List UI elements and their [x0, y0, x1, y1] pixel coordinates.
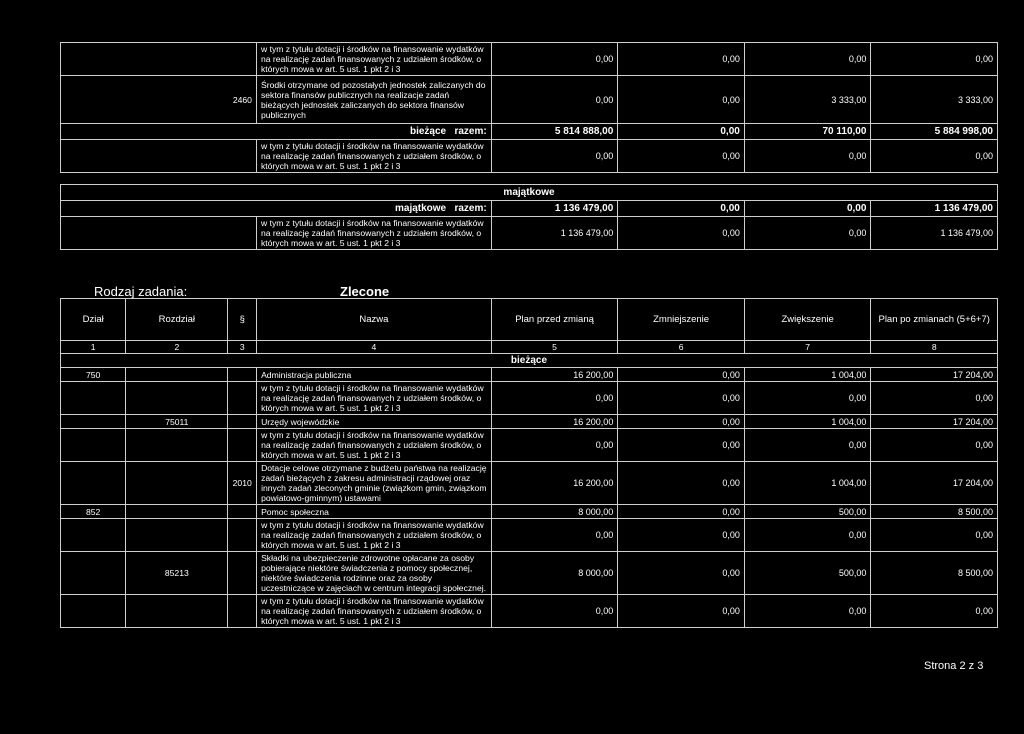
cell-value: 0,00: [871, 43, 998, 76]
sum-value: 1 136 479,00: [871, 201, 998, 217]
zwiekszenie-value: 1 004,00: [744, 415, 871, 429]
sum-value: 0,00: [744, 201, 871, 217]
nazwa-cell: Administracja publiczna: [257, 368, 492, 382]
rozdzial-cell: [126, 368, 228, 382]
cell-value: 3 333,00: [871, 76, 998, 124]
sum-row: [61, 124, 998, 140]
column-number: 2: [126, 341, 228, 354]
header-dzial: Dział: [61, 299, 126, 341]
sum-value: 5 814 888,00: [491, 124, 618, 140]
nazwa-cell: w tym z tytułu dotacji i środków na finansowanie wydatków na realizację zadań finansowanych z udziałem środków, o których mowa w art. 5 ust. 1 pkt 2 i 3: [257, 519, 492, 552]
column-number: 4: [257, 341, 492, 354]
sum-value: 70 110,00: [744, 124, 871, 140]
cell-value: 0,00: [871, 140, 998, 173]
table-row: [61, 368, 998, 382]
table-row: [61, 595, 998, 628]
table-row: [61, 462, 998, 505]
sum-label2: razem:: [454, 125, 487, 137]
cell-value: 0,00: [491, 76, 618, 124]
zwiekszenie-value: 0,00: [744, 429, 871, 462]
plan-po-value: 0,00: [871, 519, 998, 552]
rozdzial-cell: 85213: [126, 552, 228, 595]
header-paragraph: §: [228, 299, 257, 341]
header-zmniejszenie: Zmniejszenie: [618, 299, 745, 341]
paragraph-code: 2460: [61, 76, 257, 124]
paragraph-cell: [228, 552, 257, 595]
header-rozdzial: Rozdział: [126, 299, 228, 341]
zmniejszenie-value: 0,00: [618, 505, 745, 519]
nazwa-cell: Składki na ubezpieczenie zdrowotne opłacane za osoby pobierające niektóre świadczenia z pomocy społecznej, niektóre świadczenia rodzinne oraz za osoby uczestniczące w zajęciach w centrum integracji społecznej.: [257, 552, 492, 595]
section-header-row: [61, 185, 998, 201]
section-header: bieżące: [61, 354, 998, 368]
table-row: [61, 217, 998, 250]
header-plan-po: Plan po zmianach (5+6+7): [871, 299, 998, 341]
section-header: majątkowe: [61, 185, 998, 201]
zwiekszenie-value: 1 004,00: [744, 368, 871, 382]
dzial-cell: [61, 382, 126, 415]
nazwa-cell: w tym z tytułu dotacji i środków na finansowanie wydatków na realizację zadań finansowanych z udziałem środków, o których mowa w art. 5 ust. 1 pkt 2 i 3: [257, 595, 492, 628]
plan-po-value: 0,00: [871, 595, 998, 628]
header-nazwa: Nazwa: [257, 299, 492, 341]
cell-value: 0,00: [618, 217, 745, 250]
plan-value: 0,00: [491, 429, 618, 462]
sum-value: 0,00: [618, 201, 745, 217]
table-row: [61, 43, 998, 76]
sum-label2: razem:: [454, 202, 487, 214]
paragraph-cell: [228, 595, 257, 628]
sum-label: bieżące: [409, 125, 447, 137]
dzial-cell: [61, 415, 126, 429]
nazwa-cell: Pomoc społeczna: [257, 505, 492, 519]
cell-value: 0,00: [744, 43, 871, 76]
zwiekszenie-value: 0,00: [744, 382, 871, 415]
column-number-row: [61, 341, 998, 354]
plan-po-value: 0,00: [871, 382, 998, 415]
plan-po-value: 8 500,00: [871, 505, 998, 519]
dzial-cell: [61, 595, 126, 628]
cell-value: 0,00: [491, 43, 618, 76]
rozdzial-cell: 75011: [126, 415, 228, 429]
row-desc: w tym z tytułu dotacji i środków na finansowanie wydatków na realizację zadań finansowanych z udziałem środków, o których mowa w art. 5 ust. 1 pkt 2 i 3: [256, 43, 491, 76]
table-row: [61, 76, 998, 124]
table-row: [61, 429, 998, 462]
dzial-cell: [61, 429, 126, 462]
zmniejszenie-value: 0,00: [618, 552, 745, 595]
plan-value: 0,00: [491, 519, 618, 552]
zmniejszenie-value: 0,00: [618, 595, 745, 628]
column-number: 7: [744, 341, 871, 354]
plan-value: 16 200,00: [491, 462, 618, 505]
column-number: 8: [871, 341, 998, 354]
sum-value: 0,00: [618, 124, 745, 140]
task-type-label: Rodzaj zadania:: [94, 284, 188, 299]
zwiekszenie-value: 0,00: [744, 519, 871, 552]
cell-value: 0,00: [618, 43, 745, 76]
dzial-cell: [61, 519, 126, 552]
zwiekszenie-value: 1 004,00: [744, 462, 871, 505]
cell-value: 0,00: [744, 217, 871, 250]
task-type-value: Zlecone: [340, 284, 390, 299]
rozdzial-cell: [126, 519, 228, 552]
nazwa-cell: w tym z tytułu dotacji i środków na finansowanie wydatków na realizację zadań finansowanych z udziałem środków, o których mowa w art. 5 ust. 1 pkt 2 i 3: [257, 382, 492, 415]
header-row: [61, 299, 998, 341]
cell-value: 0,00: [744, 140, 871, 173]
zmniejszenie-value: 0,00: [618, 382, 745, 415]
plan-po-value: 17 204,00: [871, 415, 998, 429]
sum-row: [61, 201, 998, 217]
header-zwiekszenie: Zwiększenie: [744, 299, 871, 341]
sum-value: 1 136 479,00: [491, 201, 618, 217]
plan-value: 8 000,00: [491, 505, 618, 519]
table-row: [61, 552, 998, 595]
header-plan: Plan przed zmianą: [491, 299, 618, 341]
zmniejszenie-value: 0,00: [618, 368, 745, 382]
paragraph-cell: [228, 429, 257, 462]
rozdzial-cell: [126, 595, 228, 628]
table-row: [61, 415, 998, 429]
nazwa-cell: Dotacje celowe otrzymane z budżetu państwa na realizację zadań bieżących z zakresu administracji rządowej oraz innych zadań zleconych gminie (związkom gmin, związkom powiatowo-gminnym) ustawami: [257, 462, 492, 505]
plan-value: 16 200,00: [491, 415, 618, 429]
table-row: [61, 140, 998, 173]
rozdzial-cell: [126, 429, 228, 462]
dzial-cell: 750: [61, 368, 126, 382]
column-number: 5: [491, 341, 618, 354]
zlecone-table: [60, 298, 998, 628]
table-row: [61, 382, 998, 415]
sum-value: 5 884 998,00: [871, 124, 998, 140]
paragraph-cell: [228, 505, 257, 519]
paragraph-cell: [228, 415, 257, 429]
nazwa-cell: Urzędy wojewódzkie: [257, 415, 492, 429]
data-rows: [61, 368, 998, 628]
plan-value: 16 200,00: [491, 368, 618, 382]
zmniejszenie-value: 0,00: [618, 429, 745, 462]
dzial-cell: [61, 462, 126, 505]
zmniejszenie-value: 0,00: [618, 415, 745, 429]
plan-po-value: 17 204,00: [871, 368, 998, 382]
zwiekszenie-value: 500,00: [744, 505, 871, 519]
plan-po-value: 17 204,00: [871, 462, 998, 505]
table-row: [61, 505, 998, 519]
zmniejszenie-value: 0,00: [618, 462, 745, 505]
cell-value: 0,00: [618, 140, 745, 173]
cell-value: 1 136 479,00: [491, 217, 618, 250]
plan-value: 0,00: [491, 382, 618, 415]
plan-value: 0,00: [491, 595, 618, 628]
plan-po-value: 8 500,00: [871, 552, 998, 595]
column-number: 1: [61, 341, 126, 354]
section-header-row: [61, 354, 998, 368]
sum-label: majątkowe: [394, 202, 447, 214]
paragraph-cell: [228, 368, 257, 382]
row-desc: w tym z tytułu dotacji i środków na finansowanie wydatków na realizację zadań finansowanych z udziałem środków, o których mowa w art. 5 ust. 1 pkt 2 i 3: [256, 140, 491, 173]
column-number: 6: [618, 341, 745, 354]
top-table: [60, 42, 998, 173]
table-row: [61, 519, 998, 552]
dzial-cell: 852: [61, 505, 126, 519]
paragraph-cell: 2010: [228, 462, 257, 505]
zmniejszenie-value: 0,00: [618, 519, 745, 552]
dzial-cell: [61, 552, 126, 595]
cell-value: 0,00: [491, 140, 618, 173]
cell-value: 1 136 479,00: [871, 217, 998, 250]
majatkowe-table: [60, 184, 998, 250]
plan-value: 8 000,00: [491, 552, 618, 595]
cell-value: 3 333,00: [744, 76, 871, 124]
paragraph-cell: [228, 519, 257, 552]
row-desc: w tym z tytułu dotacji i środków na finansowanie wydatków na realizację zadań finansowanych z udziałem środków, o których mowa w art. 5 ust. 1 pkt 2 i 3: [256, 217, 491, 250]
rozdzial-cell: [126, 505, 228, 519]
nazwa-cell: w tym z tytułu dotacji i środków na finansowanie wydatków na realizację zadań finansowanych z udziałem środków, o których mowa w art. 5 ust. 1 pkt 2 i 3: [257, 429, 492, 462]
paragraph-cell: [228, 382, 257, 415]
zwiekszenie-value: 500,00: [744, 552, 871, 595]
zwiekszenie-value: 0,00: [744, 595, 871, 628]
column-number: 3: [228, 341, 257, 354]
row-desc: Środki otrzymane od pozostałych jednostek zaliczanych do sektora finansów publicznych na realizacje zadań bieżących jednostek zaliczanych do sektora finansów publicznych: [256, 76, 491, 124]
rozdzial-cell: [126, 462, 228, 505]
rozdzial-cell: [126, 382, 228, 415]
plan-po-value: 0,00: [871, 429, 998, 462]
page-number: Strona 2 z 3: [924, 660, 984, 672]
cell-value: 0,00: [618, 76, 745, 124]
